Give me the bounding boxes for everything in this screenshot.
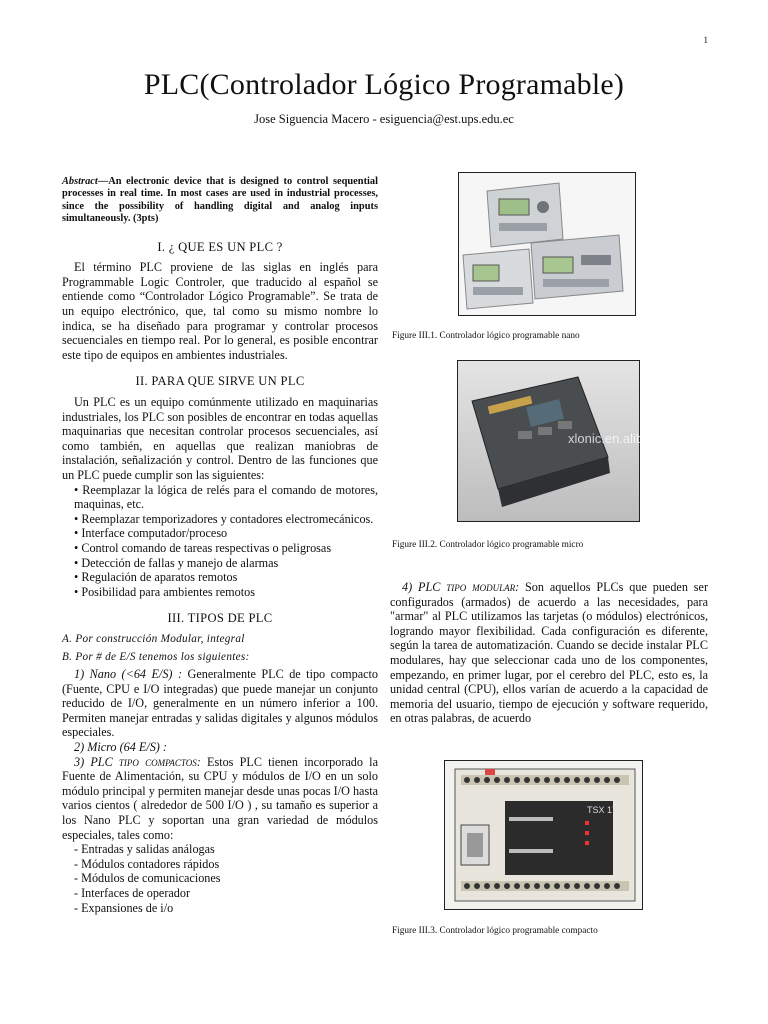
plc-nano-photo xyxy=(459,173,635,315)
figure-2-caption: Figure III.2. Controlador lógico programable micro xyxy=(392,540,584,550)
dash-item: - Expansiones de i/o xyxy=(74,900,174,915)
abstract-lead: Abstract xyxy=(62,176,98,187)
dash-item: - Interfaces de operador xyxy=(74,885,191,900)
paper-title: PLC(Controlador Lógico Programable) xyxy=(143,68,625,101)
bullet-item: • Regulación de aparatos remotos xyxy=(74,570,238,585)
subsection-b: B. Por # de E/S tenemos los siguientes: xyxy=(62,651,250,664)
compact-paragraph xyxy=(62,755,378,843)
plc-micro-photo xyxy=(458,361,694,521)
page-number: 1 xyxy=(703,35,708,45)
subsection-a: A. Por construcción Modular, integral xyxy=(62,632,245,645)
section-heading-3: III. TIPOS DE PLC xyxy=(167,611,273,626)
abstract-dash: — xyxy=(97,176,109,187)
dash-item: - Entradas y salidas análogas xyxy=(74,842,215,857)
left-column xyxy=(62,176,378,915)
dash-item: - Módulos de comunicaciones xyxy=(74,871,221,886)
bullet-item: • Interface computador/proceso xyxy=(74,526,228,541)
plc-compact-photo xyxy=(445,761,642,909)
section-heading-1: I. ¿ QUE ES UN PLC ? xyxy=(157,239,283,254)
nano-text: Generalmente PLC de tipo compacto (Fuente, CPU e I/O integradas) que puede manejar un conjunto reducido de I/O, generalmente en un número inferior a 100. Permiten manejar entradas y salidas digitales y algunos módulos especiales. xyxy=(62,667,378,740)
nano-label: 1) Nano (<64 E/S) : xyxy=(74,667,183,682)
modular-paragraph xyxy=(390,580,708,726)
micro-paragraph xyxy=(62,740,378,755)
bullet-item: • Posibilidad para ambientes remotos xyxy=(74,584,255,599)
bullet-item: • Reemplazar la lógica de relés para el comando de motores, maquinas, etc. xyxy=(74,482,378,512)
figure-3-device-label: TSX 17 xyxy=(587,805,618,815)
right-column xyxy=(390,580,708,726)
modular-label: 4) PLC tipo modular: xyxy=(402,580,520,594)
figure-3-image xyxy=(444,760,643,910)
bullet-item: • Detección de fallas y manejo de alarmas xyxy=(74,555,279,570)
bullet-item: • Control comando de tareas respectivas o peligrosas xyxy=(74,540,332,555)
figure-3-caption: Figure III.3. Controlador lógico programable compacto xyxy=(392,926,598,936)
micro-label: 2) Micro (64 E/S) : xyxy=(74,740,167,755)
dash-item: - Módulos contadores rápidos xyxy=(74,856,220,871)
figure-2-watermark: xlonic.en.alibaba.com xyxy=(568,431,694,446)
section-1-body: El término PLC proviene de las siglas en inglés para Programmable Logic Controler, que traducido al español se entiende como “Controlador Lógico Programable”. Se trata de un equipo electrónico, que, tal como su mismo nombre lo indica, se ha diseñado para programar y controlar procesos secuenciales en tiempo real. Por lo general, es posible encontrar este tipo de equipos en ambientes industriales. xyxy=(62,260,378,362)
compact-text: Estos PLC tienen incorporado la Fuente de Alimentación, su CPU y módulos de I/O en un solo módulo principal y permiten manejar desde unas pocas I/O hasta varios cientos ( alrededor de 500 I/O ) , su tamaño es superior a los Nano PLC y soportan una gran variedad de módulos especiales, tales como: xyxy=(62,754,378,842)
figure-2-image xyxy=(457,360,694,522)
compact-label: 3) PLC tipo compactos: xyxy=(74,754,201,769)
nano-paragraph xyxy=(62,667,378,740)
modular-text: Son aquellos PLCs que pueden ser configurados (armados) de acuerdo a las necesidades, para "armar" al PLC utilizamos las tarjetas (o módulos) electrónicos, logrando mayor flexibilidad. Cada configuración es diferente, según la tarea de automatización. Cuando se decide instalar PLC modulares, hay que seleccionar cada uno de los componentes, empezando, en primer lugar, por el cerebro del PLC, esto es, la unidad central (CPU), ellos varían de acuerdo a la capacidad de memoria del usuario, tiempo de ejecución y software requerido, en otras palabras, de acuerdo xyxy=(390,580,708,726)
section-heading-2: II. PARA QUE SIRVE UN PLC xyxy=(135,374,305,389)
abstract xyxy=(62,176,378,226)
author-line: Jose Siguencia Macero - esiguencia@est.ups.edu.ec xyxy=(254,112,514,126)
figure-1-image xyxy=(458,172,636,316)
figure-1-caption: Figure III.1. Controlador lógico programable nano xyxy=(392,331,580,341)
section-2-body: Un PLC es un equipo comúnmente utilizado en maquinarias industriales, los PLC son posibles de encontrar en todas aquellas maquinarias que necesitan controlar procesos secuenciales, así como también, en aquellas que realizan maniobras de instalación, señalización y control. Dentro de las funciones que un PLC puede cumplir son las siguientes: xyxy=(62,394,378,482)
abstract-text: An electronic device that is designed to control sequential processes in real time. In most cases are used in industrial processes, since the possibility of handling digital and analog inputs simultaneously. (3pts) xyxy=(62,176,378,225)
bullet-item: • Reemplazar temporizadores y contadores electromecánicos. xyxy=(74,511,374,526)
